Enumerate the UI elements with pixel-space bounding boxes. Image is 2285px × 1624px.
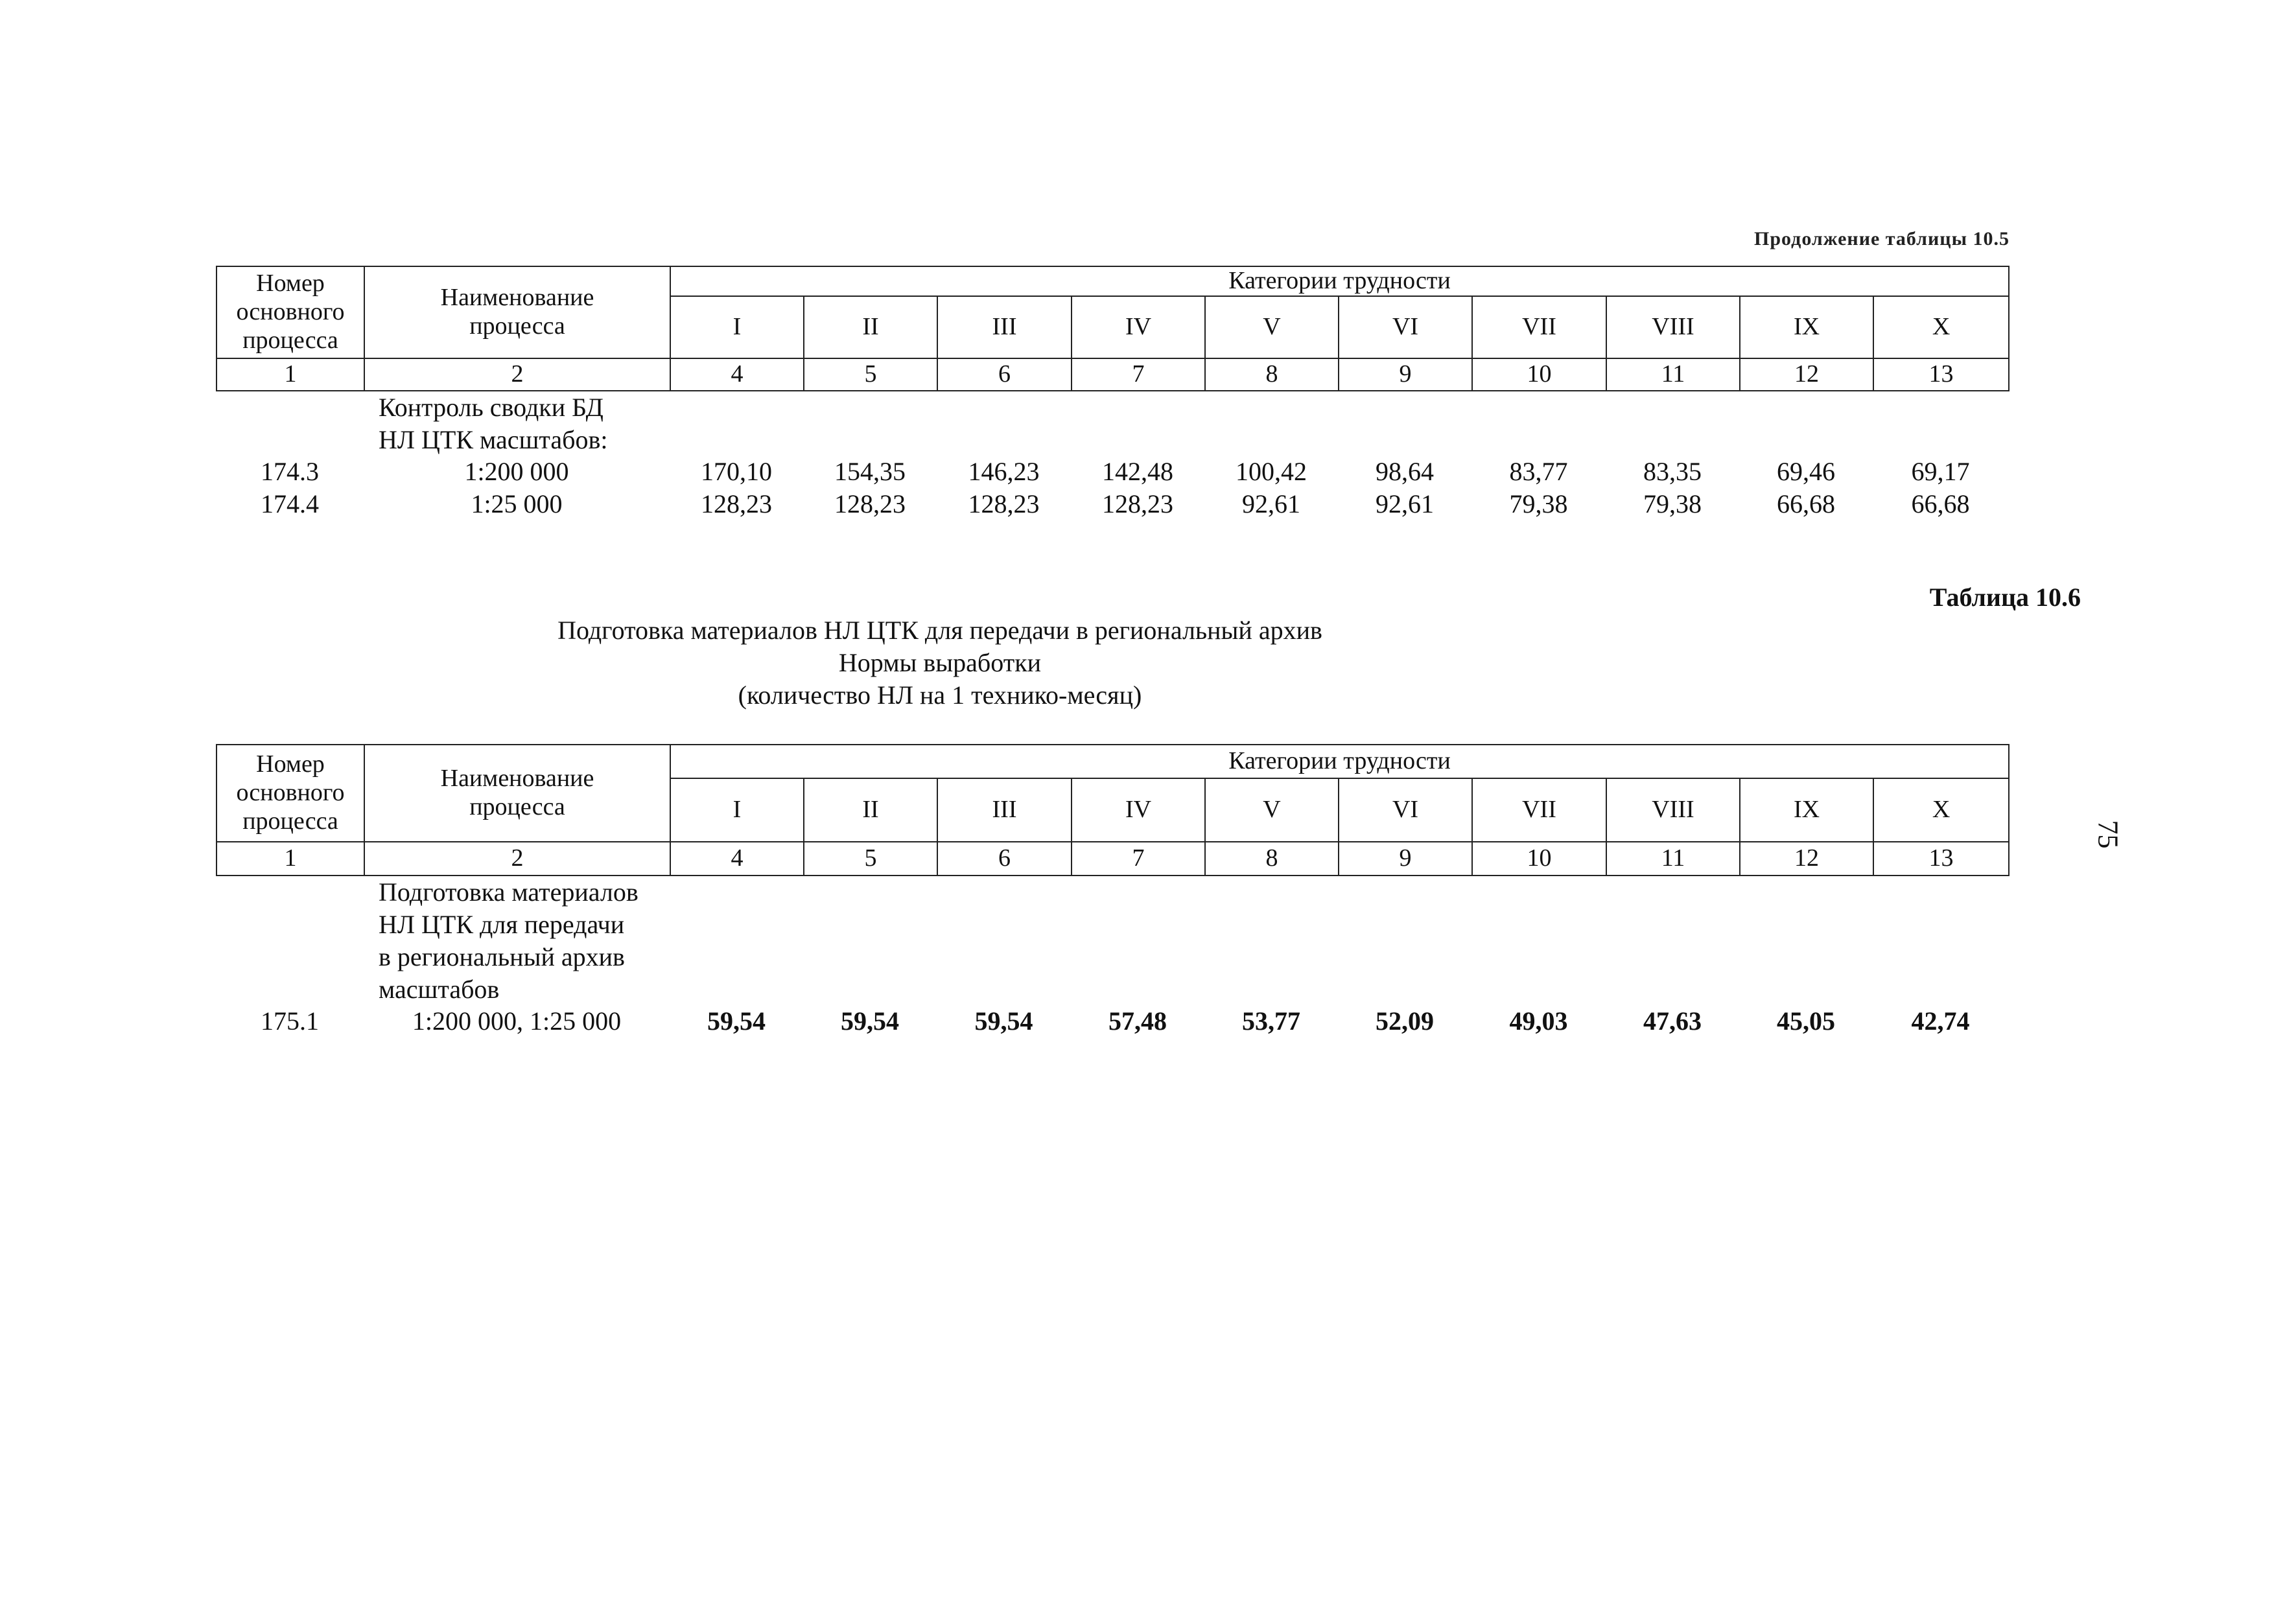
group-label-line: Контроль сводки БД: [379, 393, 603, 422]
header-process-name: Наименование процесса: [364, 745, 670, 842]
category-cell: VI: [1339, 778, 1472, 842]
column-number-cell: 11: [1606, 842, 1740, 876]
column-number-cell: 13: [1873, 842, 2009, 876]
column-number-cell: 6: [937, 358, 1072, 391]
row-value: 128,23: [834, 489, 906, 518]
column-number-cell: 4: [670, 842, 804, 876]
row-value: 52,09: [1376, 1006, 1434, 1036]
row-value: 92,61: [1376, 489, 1434, 518]
header-categories-label: Категории трудности: [670, 745, 2009, 778]
table-10-5-header: [216, 266, 2010, 391]
column-number-cell: 10: [1472, 358, 1606, 391]
category-cell: VII: [1472, 296, 1606, 358]
row-value: 66,68: [1911, 489, 1970, 518]
table-row: [216, 487, 2008, 521]
group-label-line: НЛ ЦТК масштабов:: [379, 425, 608, 454]
row-value: 79,38: [1509, 489, 1568, 518]
row-value: 42,74: [1911, 1006, 1970, 1036]
header-categories-label: Категории трудности: [670, 266, 2009, 296]
column-number-cell: 9: [1339, 358, 1472, 391]
category-cell: VIII: [1606, 296, 1740, 358]
category-cell: X: [1873, 296, 2009, 358]
row-process-name: 1:25 000: [471, 489, 563, 518]
column-number-cell: 13: [1873, 358, 2009, 391]
row-process-number: 174.3: [261, 457, 319, 486]
table-number-label: Таблица 10.6: [1929, 583, 2081, 612]
column-number-cell: 11: [1606, 358, 1740, 391]
category-cell: IX: [1740, 296, 1873, 358]
group-label-line: масштабов: [379, 975, 500, 1004]
row-value: 53,77: [1242, 1006, 1300, 1036]
row-value: 69,46: [1777, 457, 1835, 486]
row-value: 98,64: [1376, 457, 1434, 486]
row-value: 128,23: [1102, 489, 1173, 518]
page-number: 75: [2092, 820, 2124, 849]
category-cell: IV: [1072, 778, 1205, 842]
table-10-6-header: [216, 744, 2010, 876]
title-line: Подготовка материалов НЛ ЦТК для передачи в региональный архив: [557, 616, 1322, 645]
column-number-cell: 8: [1205, 842, 1339, 876]
column-number-cell: 12: [1740, 842, 1873, 876]
row-value: 100,42: [1236, 457, 1307, 486]
title-line: (количество НЛ на 1 технико-месяц): [738, 680, 1142, 710]
header-process-name: Наименование процесса: [364, 266, 670, 358]
table-row: [216, 1004, 2008, 1038]
category-cell: IV: [1072, 296, 1205, 358]
category-cell: VIII: [1606, 778, 1740, 842]
row-value: 69,17: [1911, 457, 1970, 486]
column-number-cell: 1: [217, 358, 364, 391]
row-value: 57,48: [1108, 1006, 1167, 1036]
table-10-6-group-label: [379, 876, 639, 1006]
column-number-cell: 8: [1205, 358, 1339, 391]
row-process-name: 1:200 000: [464, 457, 569, 486]
group-label-line: НЛ ЦТК для передачи: [379, 910, 625, 939]
row-value: 79,38: [1643, 489, 1702, 518]
row-value: 45,05: [1777, 1006, 1835, 1036]
column-number-cell: 7: [1072, 358, 1205, 391]
row-value: 83,35: [1643, 457, 1702, 486]
column-number-cell: 2: [364, 358, 670, 391]
category-cell: III: [937, 296, 1072, 358]
row-process-name: 1:200 000, 1:25 000: [412, 1006, 622, 1036]
category-cell: I: [670, 296, 804, 358]
row-value: 128,23: [701, 489, 772, 518]
category-cell: X: [1873, 778, 2009, 842]
row-process-number: 175.1: [261, 1006, 319, 1036]
row-value: 128,23: [968, 489, 1040, 518]
category-cell: II: [804, 296, 937, 358]
category-cell: IX: [1740, 778, 1873, 842]
category-cell: V: [1205, 296, 1339, 358]
column-number-cell: 7: [1072, 842, 1205, 876]
group-label-line: в региональный архив: [379, 942, 625, 971]
row-value: 47,63: [1643, 1006, 1702, 1036]
category-cell: VI: [1339, 296, 1472, 358]
row-value: 92,61: [1242, 489, 1300, 518]
table-10-5-group-label: [379, 391, 607, 456]
row-process-number: 174.4: [261, 489, 319, 518]
column-number-cell: 12: [1740, 358, 1873, 391]
category-cell: III: [937, 778, 1072, 842]
row-value: 170,10: [701, 457, 772, 486]
column-number-cell: 6: [937, 842, 1072, 876]
column-number-cell: 5: [804, 358, 937, 391]
row-value: 49,03: [1509, 1006, 1568, 1036]
category-cell: I: [670, 778, 804, 842]
column-number-cell: 5: [804, 842, 937, 876]
column-number-cell: 9: [1339, 842, 1472, 876]
column-number-cell: 2: [364, 842, 670, 876]
group-label-line: Подготовка материалов: [379, 877, 639, 907]
category-cell: V: [1205, 778, 1339, 842]
header-process-number: Номер основного процесса: [217, 745, 364, 842]
category-cell: II: [804, 778, 937, 842]
category-cell: VII: [1472, 778, 1606, 842]
row-value: 59,54: [841, 1006, 899, 1036]
continuation-caption: Продолжение таблицы 10.5: [1753, 228, 2010, 249]
column-number-cell: 10: [1472, 842, 1606, 876]
table-row: [216, 455, 2008, 489]
column-number-cell: 1: [217, 842, 364, 876]
column-number-cell: 4: [670, 358, 804, 391]
row-value: 66,68: [1777, 489, 1835, 518]
header-process-number: Номер основного процесса: [217, 266, 364, 358]
row-value: 59,54: [707, 1006, 766, 1036]
title-line: Нормы выработки: [838, 648, 1042, 677]
row-value: 142,48: [1102, 457, 1173, 486]
row-value: 154,35: [834, 457, 906, 486]
row-value: 146,23: [968, 457, 1040, 486]
row-value: 83,77: [1509, 457, 1568, 486]
row-value: 59,54: [974, 1006, 1033, 1036]
table-10-6-title: [389, 614, 1491, 712]
